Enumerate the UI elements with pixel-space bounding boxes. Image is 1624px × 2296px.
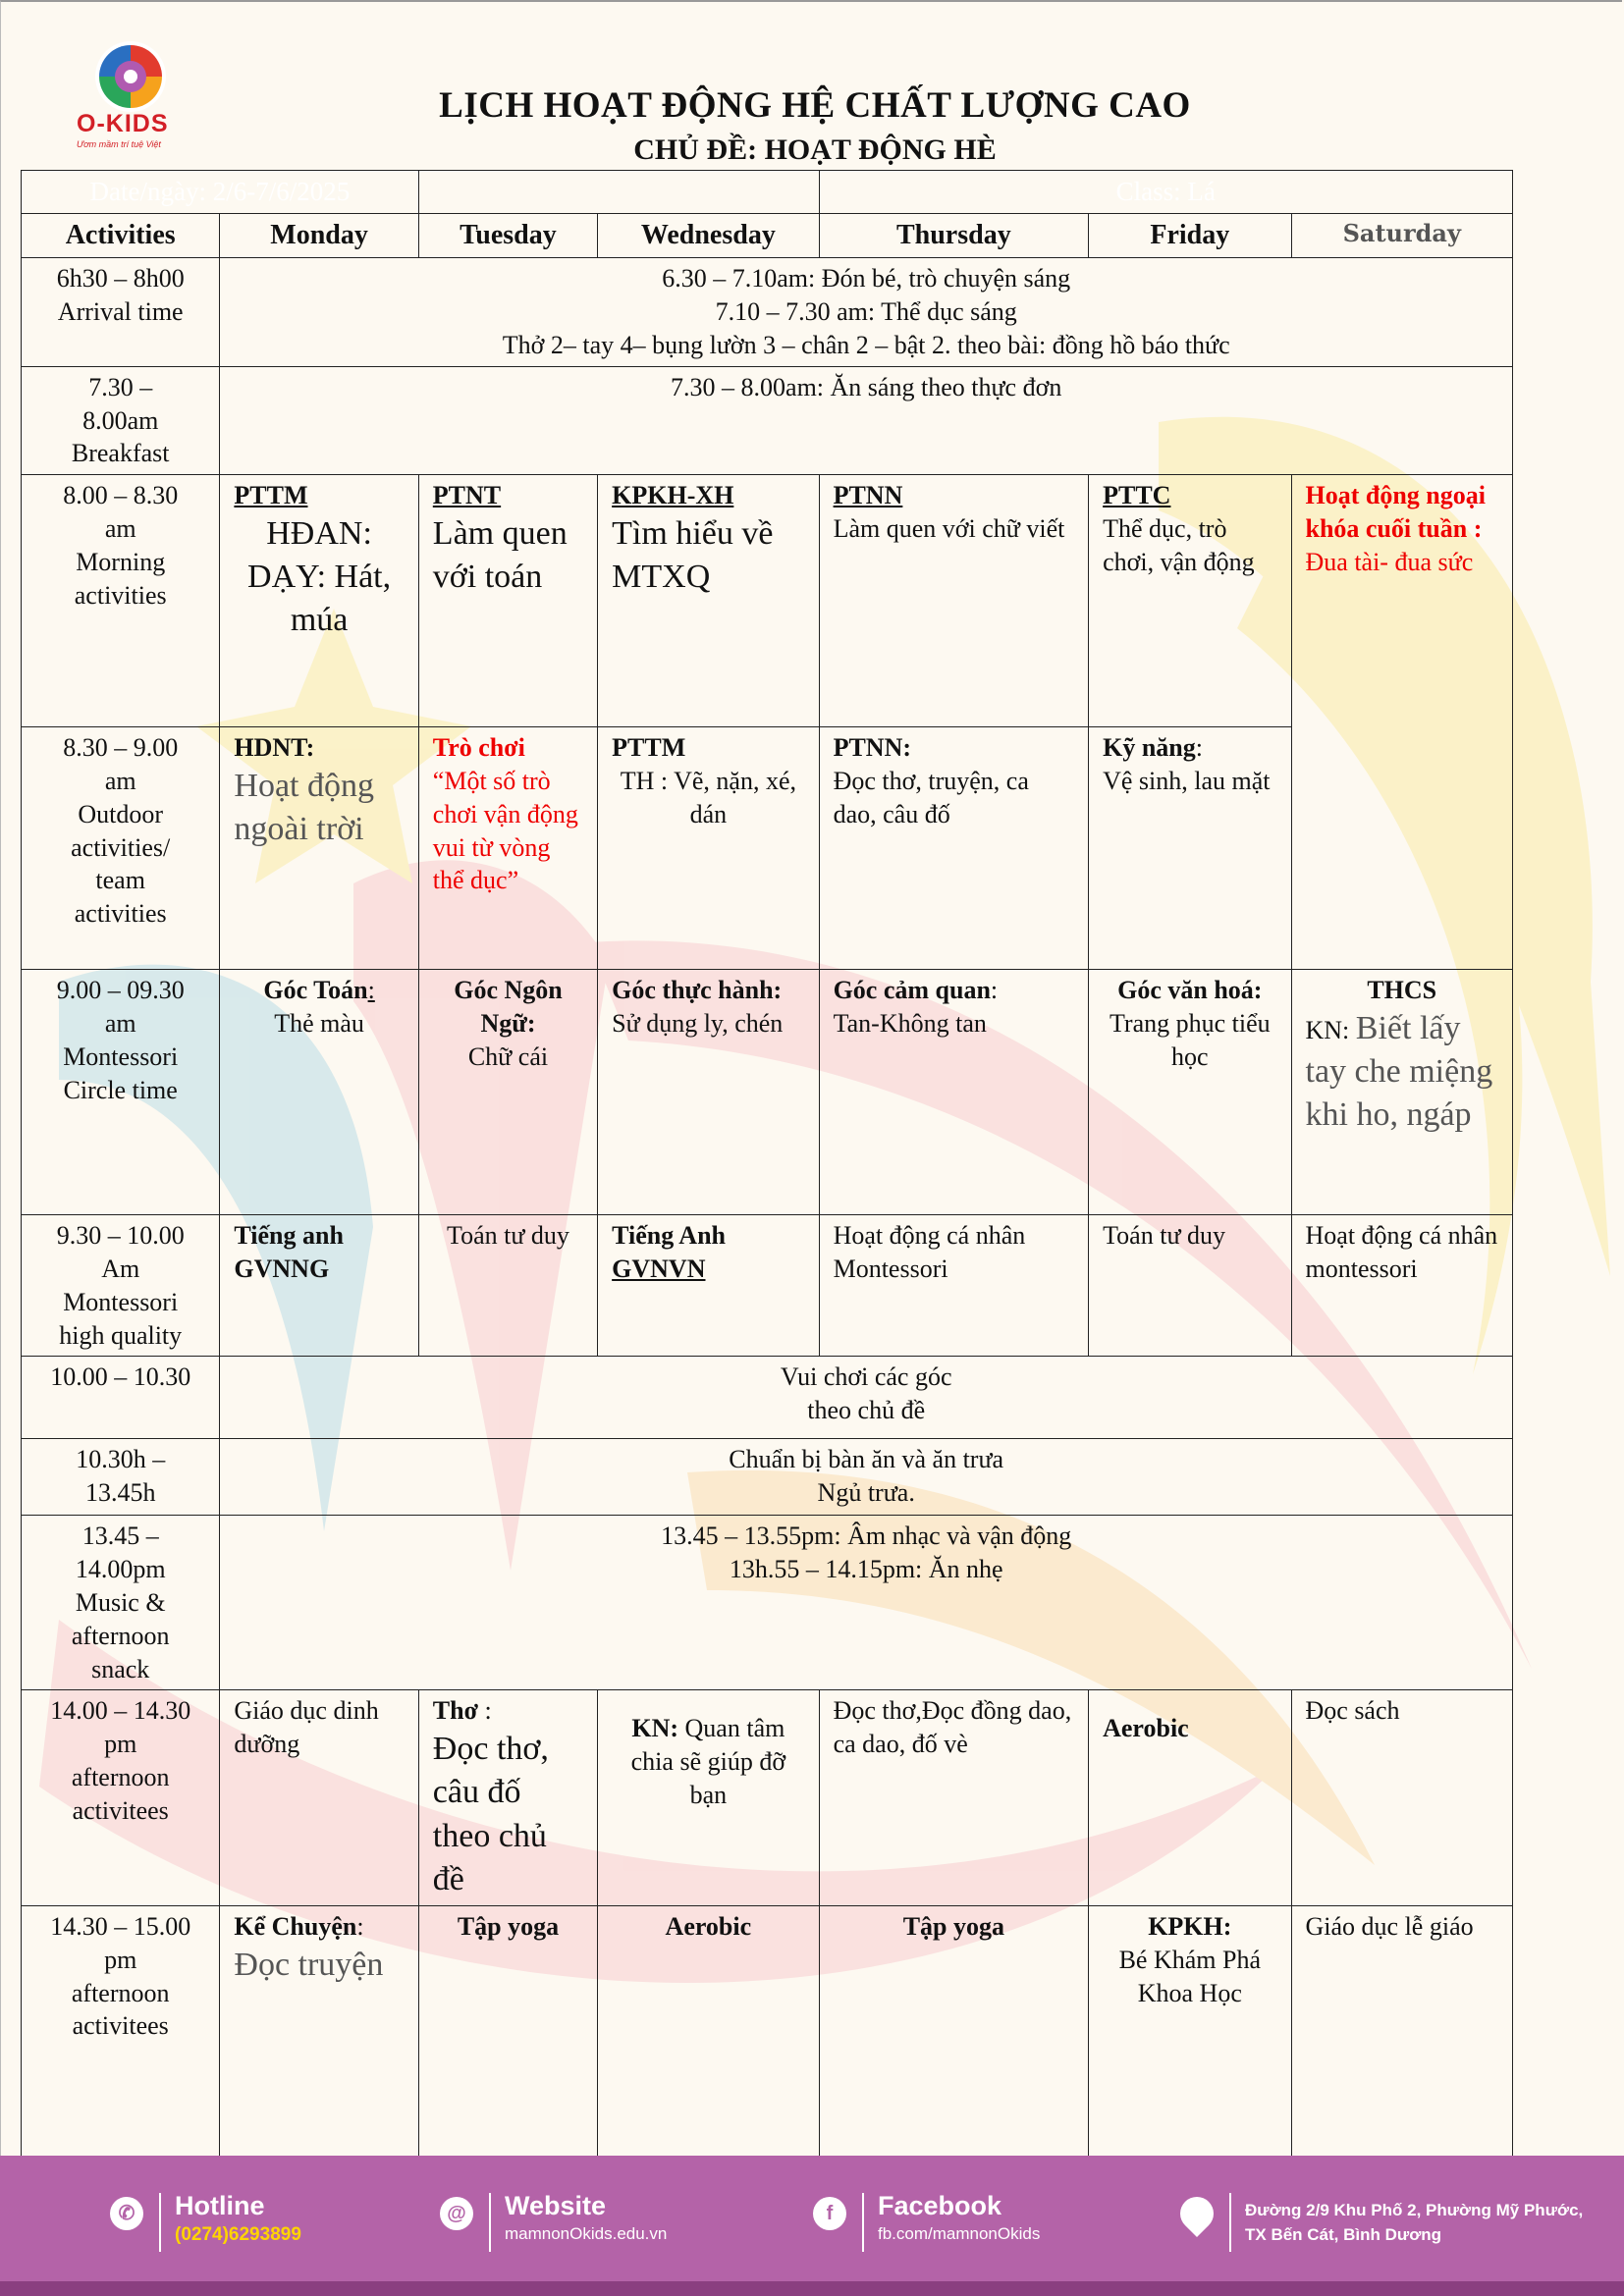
cell-heading: Góc thực hành:: [612, 976, 783, 1005]
row-afternoon-1: [22, 1690, 1513, 1906]
cell-heading: PTNN: [833, 481, 903, 510]
website-label: Website: [505, 2191, 607, 2220]
time-line: afternoon: [71, 1621, 170, 1650]
hotline-label: Hotline: [175, 2191, 265, 2220]
outdoor-wednesday: [598, 727, 819, 970]
cell-text: Đọc thơ,Đọc đồng dao, ca dao, đố vè: [833, 1696, 1072, 1759]
cell-heading: Kể Chuyện: [234, 1912, 357, 1941]
outdoor-friday: [1089, 727, 1291, 970]
cell-heading: PTTC: [1103, 481, 1171, 510]
time-line: Montessori: [63, 1041, 179, 1071]
cell-text: Tiếng anh: [234, 1221, 344, 1251]
page-subtitle: CHỦ ĐỀ: HOẠT ĐỘNG HÈ: [633, 133, 997, 166]
cell-text: Thẻ màu: [274, 1009, 364, 1039]
divider: [862, 2193, 864, 2252]
cell-heading: KPKH:: [1148, 1912, 1232, 1941]
text-line: Vui chơi các góc: [780, 1362, 952, 1392]
date-cell: Date/ngày: 2/6-7/6/2025: [22, 171, 419, 214]
row-lunch: [22, 1439, 1513, 1516]
row-arrival: [22, 258, 1513, 366]
time-line: am: [104, 767, 136, 796]
facebook-label: Facebook: [878, 2191, 1002, 2220]
cell-heading: PTNN:: [833, 733, 912, 763]
facebook-url: fb.com/mamnonOkids: [878, 2224, 1041, 2243]
time-line: Music &: [75, 1588, 166, 1618]
cell-text: TH : Vẽ, nặn, xé, dán: [620, 767, 797, 828]
text-line: 6.30 – 7.10am: Đón bé, trò chuyện sáng: [662, 264, 1071, 294]
outdoor-monday: [220, 727, 418, 970]
schedule-table: [21, 170, 1513, 2166]
time-line: 10.00 – 10.30: [50, 1362, 191, 1392]
cell-text: Làm quen với chữ viết: [833, 514, 1065, 544]
text-line: 13.45 – 13.55pm: Âm nhạc và vận động: [661, 1522, 1072, 1551]
col-thursday: Thursday: [819, 214, 1089, 258]
at-icon: @: [440, 2197, 473, 2230]
time-cell: [22, 970, 220, 1215]
row-high-quality: [22, 1215, 1513, 1357]
kn-label: KN:: [1305, 1016, 1350, 1045]
cell-heading: Góc Toán: [263, 976, 368, 1005]
cell-text: Đọc thơ, câu đố theo chủ đề: [432, 1731, 549, 1897]
row-morning: [22, 475, 1513, 727]
time-cell: [22, 1516, 220, 1690]
time-cell: [22, 258, 220, 366]
time-line: afternoon: [71, 1763, 170, 1792]
morning-tuesday: [418, 475, 597, 727]
cell-heading: PTNT: [432, 481, 502, 510]
address-text: [1245, 2199, 1583, 2247]
time-cell: [22, 366, 220, 474]
colon: :: [367, 976, 375, 1005]
logo-tagline: Ươm mầm trí tuệ Việt: [77, 139, 161, 149]
time-cell: [22, 1215, 220, 1357]
cell-text: Toán tư duy: [447, 1221, 569, 1251]
logo-text: O-KIDS: [77, 110, 169, 137]
aft1-friday: [1089, 1690, 1291, 1906]
time-line: Outdoor: [78, 799, 164, 828]
morning-friday: [1089, 475, 1291, 727]
colon: :: [990, 976, 999, 1005]
time-cell: [22, 475, 220, 727]
cell-text: HĐAN: DẠY: Hát, múa: [247, 515, 392, 639]
highq-friday: [1089, 1215, 1291, 1357]
cell-heading: Trò chơi: [432, 733, 525, 763]
time-line: 8.30 – 9.00: [63, 733, 179, 763]
cell-text: Tiếng Anh: [612, 1221, 726, 1251]
days-row: [22, 214, 1513, 258]
col-saturday: Saturday: [1291, 214, 1513, 258]
aft2-wednesday: [598, 1906, 819, 2166]
row-afternoon-2: [22, 1906, 1513, 2166]
cell-heading: Góc Ngôn Ngữ:: [454, 976, 563, 1039]
cell-heading: HDNT:: [234, 733, 315, 763]
time-line: 14.30 – 15.00: [50, 1912, 191, 1941]
aft1-saturday: [1291, 1690, 1513, 1906]
row-montessori: [22, 970, 1513, 1215]
time-line: 8.00am: [82, 405, 159, 435]
time-line: 14.00 – 14.30: [50, 1696, 191, 1726]
time-line: 9.00 – 09.30: [56, 976, 185, 1005]
divider: [489, 2193, 491, 2252]
montessori-tuesday: [418, 970, 597, 1215]
divider: [1229, 2193, 1231, 2252]
time-line: 8.00 – 8.30: [63, 481, 179, 510]
cell-text: Đọc thơ, truyện, ca dao, câu đố: [833, 767, 1029, 828]
cell-heading: KPKH-XH: [612, 481, 734, 510]
cell-text: Biết lấy tay che miệng khi ho, ngáp: [1305, 1010, 1493, 1134]
montessori-wednesday: [598, 970, 819, 1215]
cell-text: Hoạt động cá nhân: [833, 1221, 1026, 1251]
cell-heading: KN:: [631, 1714, 679, 1743]
time-line: am: [104, 1009, 136, 1039]
text-line: Ngủ trưa.: [817, 1478, 915, 1508]
row-outdoor: [22, 727, 1513, 970]
cell-text: Tan-Không tan: [833, 1009, 987, 1039]
time-line: Morning: [76, 547, 166, 576]
hotline-number: (0274)6293899: [175, 2224, 301, 2245]
class-cell: Class: Lá: [819, 171, 1512, 214]
row-music: [22, 1516, 1513, 1690]
morning-monday: [220, 475, 418, 727]
colon: :: [356, 1912, 364, 1941]
montessori-thursday: [819, 970, 1089, 1215]
aft1-thursday: [819, 1690, 1089, 1906]
aft2-tuesday: [418, 1906, 597, 2166]
col-wednesday: Wednesday: [598, 214, 819, 258]
aft2-friday: [1089, 1906, 1291, 2166]
cell-text: Tập yoga: [902, 1912, 1004, 1941]
time-line: afternoon: [71, 1978, 170, 2007]
morning-thursday: [819, 475, 1089, 727]
cell-text: Chữ cái: [467, 1041, 549, 1071]
cell-text: Làm quen với toán: [432, 515, 568, 596]
address-line: TX Bến Cát, Bình Dương: [1245, 2224, 1442, 2244]
text-line: theo chủ đề: [807, 1396, 926, 1425]
time-line: activitees: [72, 1795, 169, 1825]
outdoor-thursday: [819, 727, 1089, 970]
cell-heading: Thơ: [432, 1696, 478, 1726]
time-line: 13.45 –: [81, 1522, 159, 1551]
cell-text: Aerobic: [1103, 1714, 1189, 1743]
highq-saturday: [1291, 1215, 1513, 1357]
corners-activity: [220, 1357, 1513, 1439]
time-line: activities: [74, 899, 167, 929]
cell-text: Đọc truyện: [234, 1946, 384, 1983]
time-line: activities: [74, 580, 167, 610]
row-breakfast: [22, 366, 1513, 474]
cell-text: GVNNG: [234, 1255, 330, 1284]
time-cell: [22, 727, 220, 970]
cell-text: GVNVN: [612, 1255, 706, 1284]
lunch-activity: [220, 1439, 1513, 1516]
phone-icon: ✆: [110, 2197, 143, 2230]
time-line: 10.30h –: [76, 1445, 166, 1474]
cell-text: Tập yoga: [457, 1912, 560, 1941]
time-cell: [22, 1906, 220, 2166]
time-line: Circle time: [63, 1075, 178, 1104]
highq-wednesday: [598, 1215, 819, 1357]
time-line: high quality: [59, 1320, 183, 1350]
colon: :: [478, 1696, 492, 1726]
cell-heading: PTTM: [234, 481, 308, 510]
time-line: Am: [101, 1255, 140, 1284]
cell-text: Montessori: [833, 1255, 948, 1284]
time-line: activities/: [71, 832, 171, 862]
breakfast-activity: [220, 366, 1513, 474]
aft1-monday: [220, 1690, 418, 1906]
cell-heading: Góc văn hoá:: [1117, 976, 1263, 1005]
aft2-saturday: [1291, 1906, 1513, 2166]
aft2-monday: [220, 1906, 418, 2166]
time-line: 13.45h: [84, 1478, 156, 1508]
cell-text: Quan tâm chia sẽ giúp đỡ bạn: [630, 1714, 786, 1810]
row-corners: [22, 1357, 1513, 1439]
highq-thursday: [819, 1215, 1089, 1357]
cell-text: Aerobic: [665, 1912, 752, 1941]
time-line: Breakfast: [71, 439, 170, 468]
cell-text: Toán tư duy: [1103, 1221, 1226, 1251]
montessori-saturday: [1291, 970, 1513, 1215]
col-tuesday: Tuesday: [418, 214, 597, 258]
cell-text: Hoạt động cá nhân montessori: [1305, 1221, 1498, 1284]
time-line: 9.30 – 10.00: [56, 1221, 185, 1251]
text-line: Chuẩn bị bàn ăn và ăn trưa: [729, 1445, 1004, 1474]
aft1-wednesday: [598, 1690, 819, 1906]
highq-monday: [220, 1215, 418, 1357]
cell-text: Tìm hiểu về MTXQ: [612, 515, 774, 596]
cell-text: Trang phục tiểu học: [1109, 1009, 1271, 1071]
cell-text: Giáo dục lễ giáo: [1305, 1912, 1474, 1941]
colon: :: [1195, 733, 1203, 763]
time-cell: [22, 1690, 220, 1906]
time-line: team: [95, 866, 145, 895]
cell-text: Giáo dục dinh dưỡng: [234, 1696, 379, 1759]
time-line: pm: [104, 1945, 137, 1974]
time-line: am: [104, 514, 136, 544]
text-line: 7.10 – 7.30 am: Thể dục sáng: [715, 297, 1017, 327]
address-line: Đường 2/9 Khu Phố 2, Phường Mỹ Phước,: [1245, 2201, 1584, 2219]
montessori-friday: [1089, 970, 1291, 1215]
aft2-thursday: [819, 1906, 1089, 2166]
text-line: 7.30 – 8.00am: Ăn sáng theo thực đơn: [671, 372, 1062, 401]
time-line: 7.30 –: [88, 372, 153, 401]
music-activity: [220, 1516, 1513, 1690]
text-line: 13h.55 – 14.15pm: Ăn nhẹ: [729, 1555, 1003, 1584]
montessori-monday: [220, 970, 418, 1215]
saturday-extracurricular: [1291, 475, 1513, 970]
cell-heading: PTTM: [612, 733, 686, 763]
morning-wednesday: [598, 475, 819, 727]
cell-heading: THCS: [1367, 976, 1437, 1005]
cell-text: Đọc sách: [1305, 1696, 1400, 1726]
time-line: pm: [104, 1730, 137, 1759]
outdoor-tuesday: [418, 727, 597, 970]
cell-text: Thể dục, trò chơi, vận động: [1103, 514, 1255, 576]
cell-text: Bé Khám Phá Khoa Học: [1118, 1945, 1262, 2007]
page-title: LỊCH HOẠT ĐỘNG HỆ CHẤT LƯỢNG CAO: [439, 85, 1191, 126]
cell-text: Đua tài- đua sức: [1305, 547, 1474, 576]
time-line: 14.00pm: [75, 1555, 166, 1584]
col-activities: Activities: [22, 214, 220, 258]
footer-strip: [0, 2281, 1624, 2296]
facebook-icon: f: [813, 2197, 846, 2230]
time-line: snack: [91, 1654, 150, 1683]
website-url: mamnonOkids.edu.vn: [505, 2224, 668, 2243]
text-line: Thở 2– tay 4– bụng lườn 3 – chân 2 – bật 2. theo bài: đồng hồ báo thức: [502, 331, 1230, 360]
time-line: 6h30 – 8h00: [56, 264, 185, 294]
highq-tuesday: [418, 1215, 597, 1357]
col-friday: Friday: [1089, 214, 1291, 258]
arrival-activity: [220, 258, 1513, 366]
aft1-tuesday: [418, 1690, 597, 1906]
cell-text: Sử dụng ly, chén: [612, 1009, 784, 1039]
divider: [159, 2193, 161, 2252]
col-monday: Monday: [220, 214, 418, 258]
cell-text: Hoạt động ngoài trời: [234, 768, 374, 848]
time-line: Montessori: [63, 1287, 179, 1316]
time-cell: [22, 1357, 220, 1439]
cell-heading: Góc cảm quan: [833, 976, 991, 1005]
cell-text: “Một số trò chơi vận động vui từ vòng thể dục”: [432, 767, 578, 895]
cell-text: Vệ sinh, lau mặt: [1103, 767, 1271, 796]
time-line: Arrival time: [57, 297, 184, 327]
cell-heading: Kỹ năng: [1103, 733, 1196, 763]
time-line: activitees: [72, 2011, 169, 2041]
time-cell: [22, 1439, 220, 1516]
header-spacer: [418, 171, 819, 214]
header-row: [22, 171, 1513, 214]
cell-heading: Hoạt động ngoại khóa cuối tuần :: [1305, 481, 1486, 544]
